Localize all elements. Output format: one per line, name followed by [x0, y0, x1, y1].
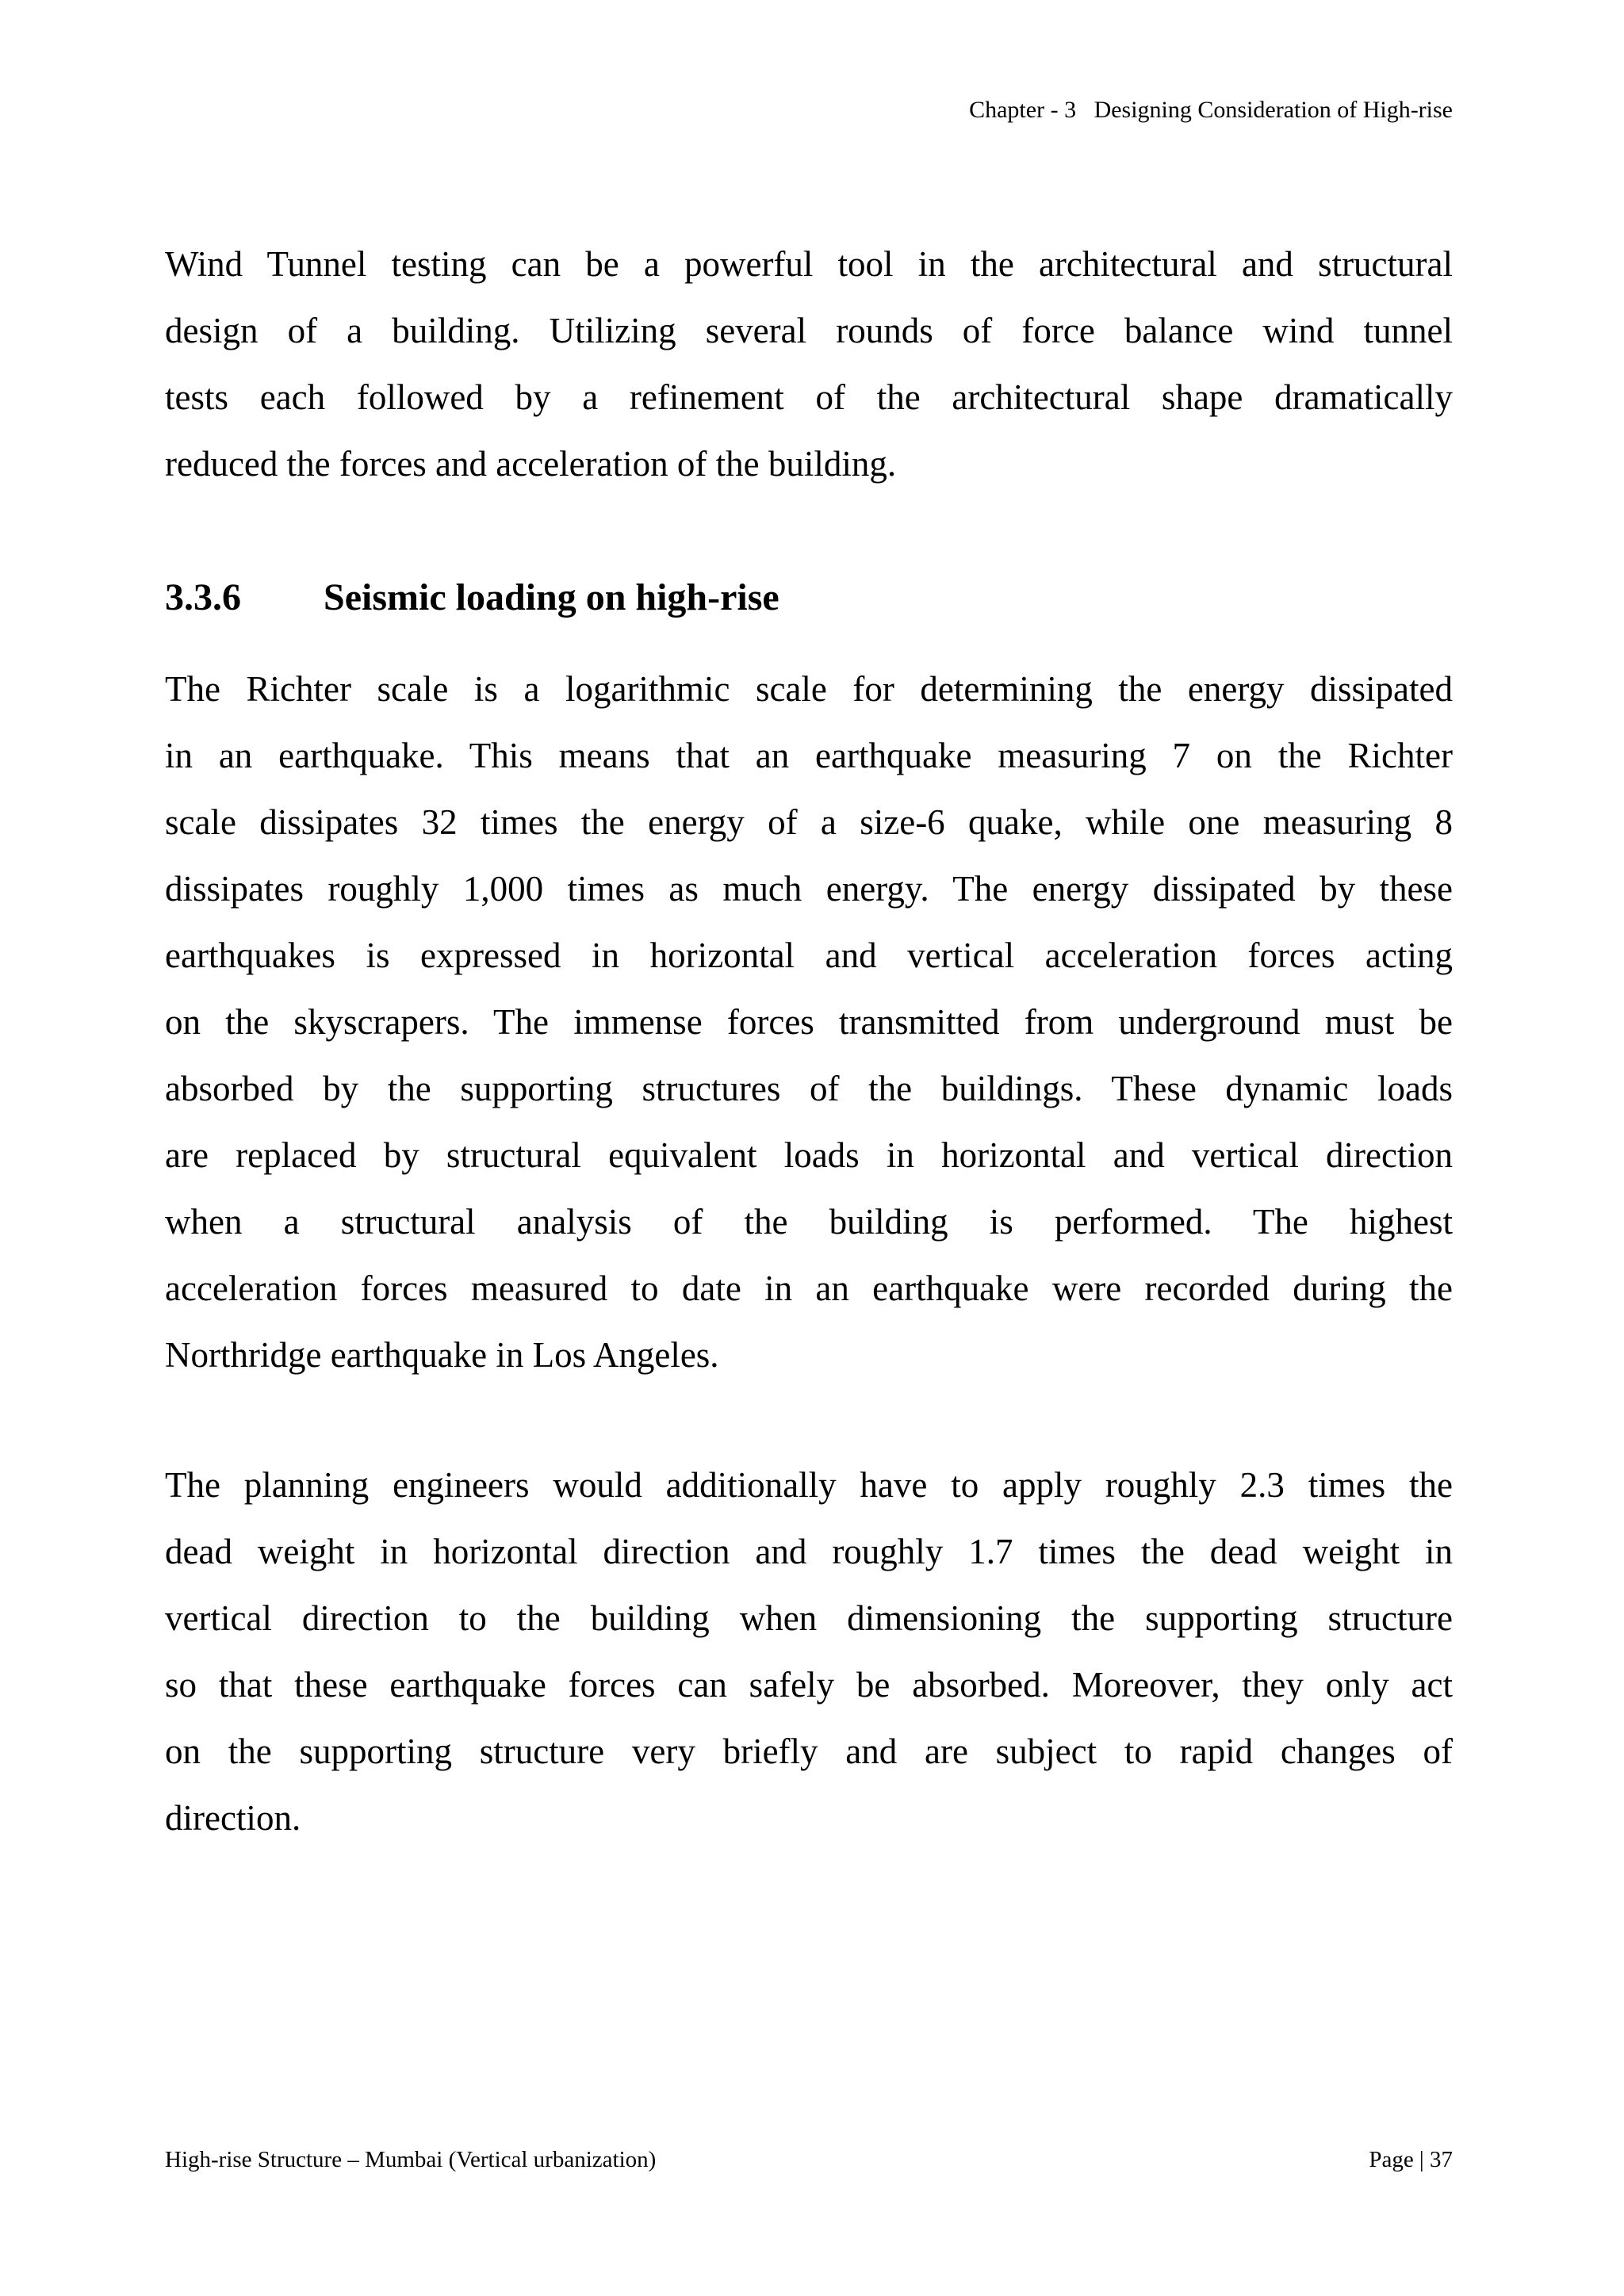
page-number: Page | 37 — [1369, 2147, 1453, 2172]
text-line: direction. — [165, 1798, 301, 1838]
text-line: when a structural analysis of the building is performed. The highest — [165, 1202, 1453, 1242]
text-line: Wind Tunnel testing can be a powerful tool in the architectural and structural — [165, 244, 1453, 284]
section-heading — [165, 564, 779, 631]
paragraph-wind-tunnel — [165, 231, 1453, 497]
section-title: Seismic loading on high-rise — [324, 576, 779, 618]
text-line: tests each followed by a refinement of the architectural shape dramatically — [165, 377, 1453, 417]
text-line: so that these earthquake forces can safely be absorbed. Moreover, they only act — [165, 1665, 1453, 1705]
footer-title: High-rise Structure – Mumbai (Vertical urbanization) — [165, 2147, 657, 2172]
text-line: on the skyscrapers. The immense forces transmitted from underground must be — [165, 1002, 1453, 1042]
text-line: dead weight in horizontal direction and roughly 1.7 times the dead weight in — [165, 1532, 1453, 1571]
text-line: The planning engineers would additionally have to apply roughly 2.3 times the — [165, 1465, 1453, 1505]
section-number: 3.3.6 — [165, 576, 241, 618]
text-line: The Richter scale is a logarithmic scale for determining the energy dissipated — [165, 669, 1453, 709]
text-line: design of a building. Utilizing several rounds of force balance wind tunnel — [165, 311, 1453, 350]
text-line: earthquakes is expressed in horizontal and vertical acceleration forces acting — [165, 936, 1453, 975]
text-line: are replaced by structural equivalent loads in horizontal and vertical direction — [165, 1135, 1453, 1175]
text-line: scale dissipates 32 times the energy of a size-6 quake, while one measuring 8 — [165, 802, 1453, 842]
paragraph-planning-engineers — [165, 1452, 1453, 1851]
text-line: in an earthquake. This means that an earthquake measuring 7 on the Richter — [165, 736, 1453, 775]
text-line: vertical direction to the building when dimensioning the supporting structure — [165, 1598, 1453, 1638]
text-line: dissipates roughly 1,000 times as much energy. The energy dissipated by these — [165, 869, 1453, 909]
text-line: reduced the forces and acceleration of the building. — [165, 444, 897, 484]
text-line: absorbed by the supporting structures of the buildings. These dynamic loads — [165, 1069, 1453, 1108]
running-header: Chapter - 3 Designing Consideration of High-rise — [969, 97, 1453, 123]
text-line: on the supporting structure very briefly and are subject to rapid changes of — [165, 1732, 1453, 1771]
paragraph-richter-scale — [165, 656, 1453, 1388]
text-line: Northridge earthquake in Los Angeles. — [165, 1335, 719, 1375]
text-line: acceleration forces measured to date in an earthquake were recorded during the — [165, 1269, 1453, 1308]
